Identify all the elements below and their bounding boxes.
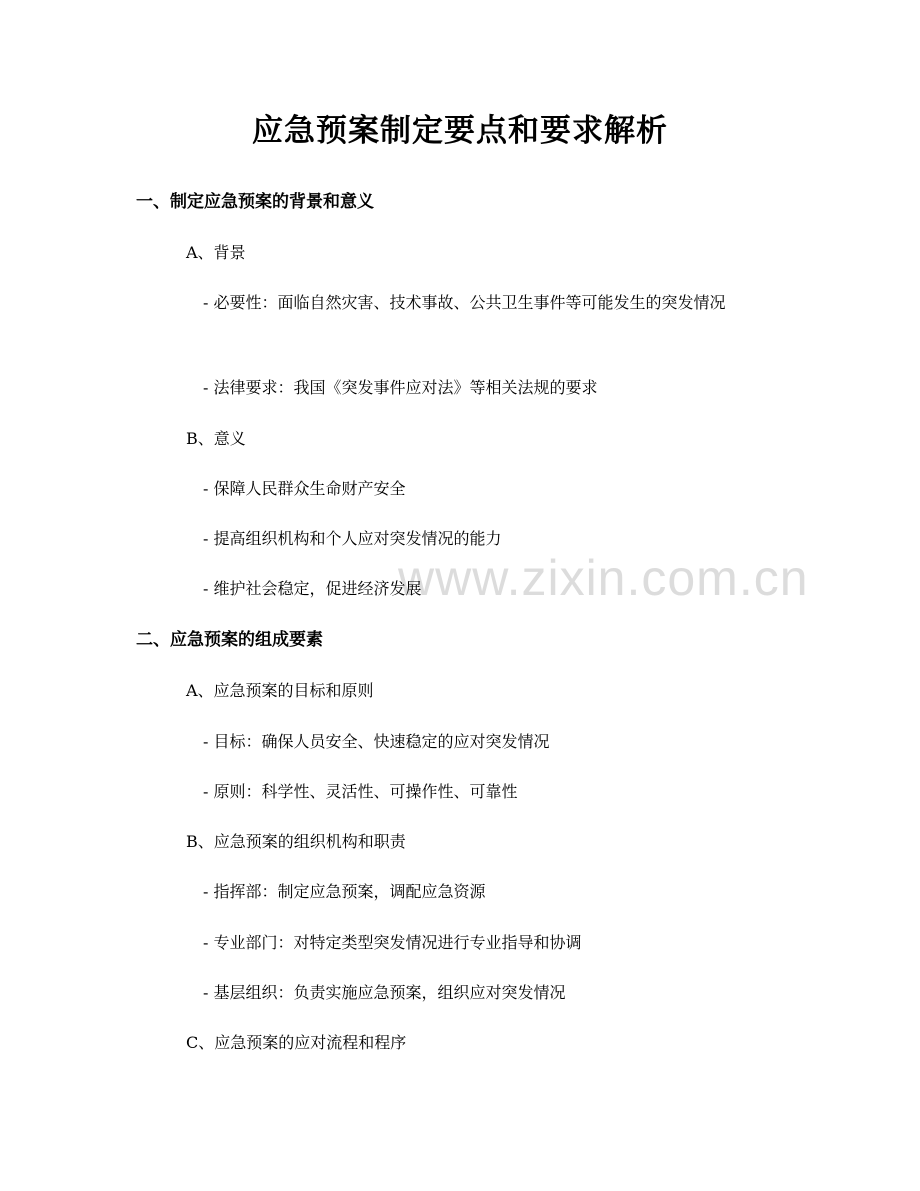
- list-item-necessity: - 必要性：面临自然灾害、技术事故、公共卫生事件等可能发生的突发情况: [203, 293, 726, 312]
- subsection-heading-1a: A、背景: [186, 243, 246, 262]
- list-item-legal: - 法律要求：我国《突发事件应对法》等相关法规的要求: [203, 378, 598, 397]
- subsection-heading-2c: C、应急预案的应对流程和程序: [186, 1033, 407, 1052]
- watermark: www.zixin.com.cn: [398, 550, 809, 606]
- section-heading-2: 二、应急预案的组成要素: [136, 630, 323, 650]
- list-item-grassroots: - 基层组织：负责实施应急预案，组织应对突发情况: [203, 983, 566, 1002]
- subsection-heading-1b: B、意义: [186, 429, 246, 448]
- list-item-stability: - 维护社会稳定，促进经济发展: [203, 579, 422, 598]
- section-heading-1: 一、制定应急预案的背景和意义: [136, 192, 374, 212]
- document-title: 应急预案制定要点和要求解析: [252, 113, 668, 149]
- list-item-goal: - 目标：确保人员安全、快速稳定的应对突发情况: [203, 732, 550, 751]
- list-item-safety: - 保障人民群众生命财产安全: [203, 479, 406, 498]
- list-item-principle: - 原则：科学性、灵活性、可操作性、可靠性: [203, 782, 518, 801]
- list-item-capability: - 提高组织机构和个人应对突发情况的能力: [203, 529, 502, 548]
- subsection-heading-2b: B、应急预案的组织机构和职责: [186, 832, 406, 851]
- list-item-command: - 指挥部：制定应急预案，调配应急资源: [203, 882, 486, 901]
- subsection-heading-2a: A、应急预案的目标和原则: [186, 681, 374, 700]
- list-item-professional: - 专业部门：对特定类型突发情况进行专业指导和协调: [203, 933, 582, 952]
